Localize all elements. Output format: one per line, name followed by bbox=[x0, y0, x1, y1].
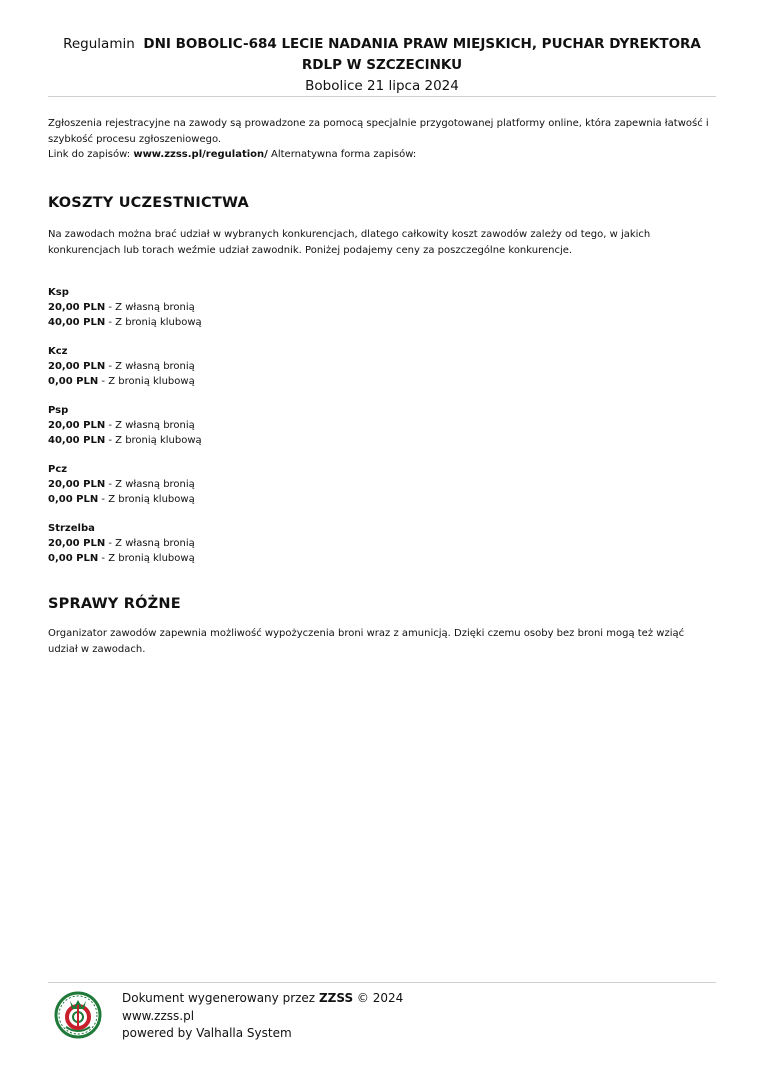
competition-name: Kcz bbox=[48, 346, 68, 357]
competition-name: Psp bbox=[48, 405, 69, 416]
document-header bbox=[48, 34, 716, 97]
price-label: - Z własną bronią bbox=[108, 479, 195, 490]
price-label: - Z własną bronią bbox=[108, 361, 195, 372]
price-own-weapon bbox=[48, 359, 716, 374]
price-value: 0,00 PLN bbox=[48, 553, 99, 564]
list-item bbox=[48, 344, 716, 389]
price-label: - Z własną bronią bbox=[108, 420, 195, 431]
footer-generated-prefix: Dokument wygenerowany przez bbox=[122, 991, 316, 1005]
price-label: - Z bronią klubową bbox=[101, 553, 195, 564]
price-value: 40,00 PLN bbox=[48, 317, 106, 328]
price-label: - Z własną bronią bbox=[108, 302, 195, 313]
page-title bbox=[48, 34, 716, 76]
footer-text bbox=[122, 990, 403, 1043]
price-club-weapon bbox=[48, 433, 716, 448]
price-value: 20,00 PLN bbox=[48, 302, 106, 313]
price-label: - Z bronią klubową bbox=[101, 376, 195, 387]
price-value: 0,00 PLN bbox=[48, 376, 99, 387]
competition-name: Pcz bbox=[48, 464, 68, 475]
list-item bbox=[48, 285, 716, 330]
footer-divider bbox=[48, 982, 716, 983]
footer-brand: ZZSS bbox=[318, 991, 354, 1005]
price-value: 20,00 PLN bbox=[48, 479, 106, 490]
header-divider bbox=[48, 96, 716, 97]
list-item bbox=[48, 462, 716, 507]
price-own-weapon bbox=[48, 477, 716, 492]
link-prefix: Link do zapisów: bbox=[48, 149, 131, 160]
title-main: DNI BOBOLIC-684 LECIE NADANIA PRAW MIEJSKICH, PUCHAR DYREKTORA RDLP W SZCZECINKU bbox=[143, 36, 701, 73]
price-value: 40,00 PLN bbox=[48, 435, 106, 446]
price-own-weapon bbox=[48, 300, 716, 315]
costs-heading: KOSZTY UCZESTNICTWA bbox=[48, 195, 249, 211]
price-value: 20,00 PLN bbox=[48, 361, 106, 372]
price-label: - Z własną bronią bbox=[108, 538, 195, 549]
competition-name: Strzelba bbox=[48, 523, 95, 534]
footer-generated bbox=[122, 990, 403, 1008]
competition-name: Ksp bbox=[48, 287, 69, 298]
costs-description: Na zawodach można brać udział w wybranych konkurencjach, dlatego całkowity koszt zawodów zależy od tego, w jakich konkurencjach lub torach weźmie udział zawodnik. Poniżej podajemy ceny za poszczególne konkurencje. bbox=[48, 229, 651, 256]
footer-powered: powered by Valhalla System bbox=[122, 1026, 292, 1040]
price-value: 20,00 PLN bbox=[48, 538, 106, 549]
price-club-weapon bbox=[48, 551, 716, 566]
price-label: - Z bronią klubową bbox=[108, 435, 202, 446]
page-subtitle: Bobolice 21 lipca 2024 bbox=[305, 78, 459, 94]
price-label: - Z bronią klubową bbox=[108, 317, 202, 328]
price-label: - Z bronią klubową bbox=[101, 494, 195, 505]
link-suffix: Alternatywna forma zapisów: bbox=[271, 149, 417, 160]
price-value: 20,00 PLN bbox=[48, 420, 106, 431]
misc-heading: SPRAWY RÓŻNE bbox=[48, 596, 181, 612]
title-lead: Regulamin bbox=[63, 36, 135, 52]
shooting-club-emblem-icon bbox=[54, 991, 102, 1039]
price-own-weapon bbox=[48, 418, 716, 433]
list-item bbox=[48, 403, 716, 448]
intro-paragraph bbox=[48, 116, 716, 163]
price-value: 0,00 PLN bbox=[48, 494, 99, 505]
registration-link[interactable]: www.zzss.pl/regulation/ bbox=[133, 149, 268, 160]
price-own-weapon bbox=[48, 536, 716, 551]
price-club-weapon bbox=[48, 374, 716, 389]
list-item bbox=[48, 521, 716, 566]
document-page bbox=[48, 0, 716, 1080]
price-club-weapon bbox=[48, 315, 716, 330]
footer-copyright: © 2024 bbox=[356, 991, 404, 1005]
intro-text: Zgłoszenia rejestracyjne na zawody są prowadzone za pomocą specjalnie przygotowanej platformy online, która zapewnia łatwość i szybkość procesu zgłoszeniowego. bbox=[48, 118, 709, 145]
footer-site-link[interactable]: www.zzss.pl bbox=[122, 1008, 195, 1023]
price-club-weapon bbox=[48, 492, 716, 507]
misc-description: Organizator zawodów zapewnia możliwość wypożyczenia broni wraz z amunicją. Dzięki czemu osoby bez broni mogą też wziąć udział w zawodach. bbox=[48, 628, 685, 655]
competition-price-list bbox=[48, 285, 716, 580]
